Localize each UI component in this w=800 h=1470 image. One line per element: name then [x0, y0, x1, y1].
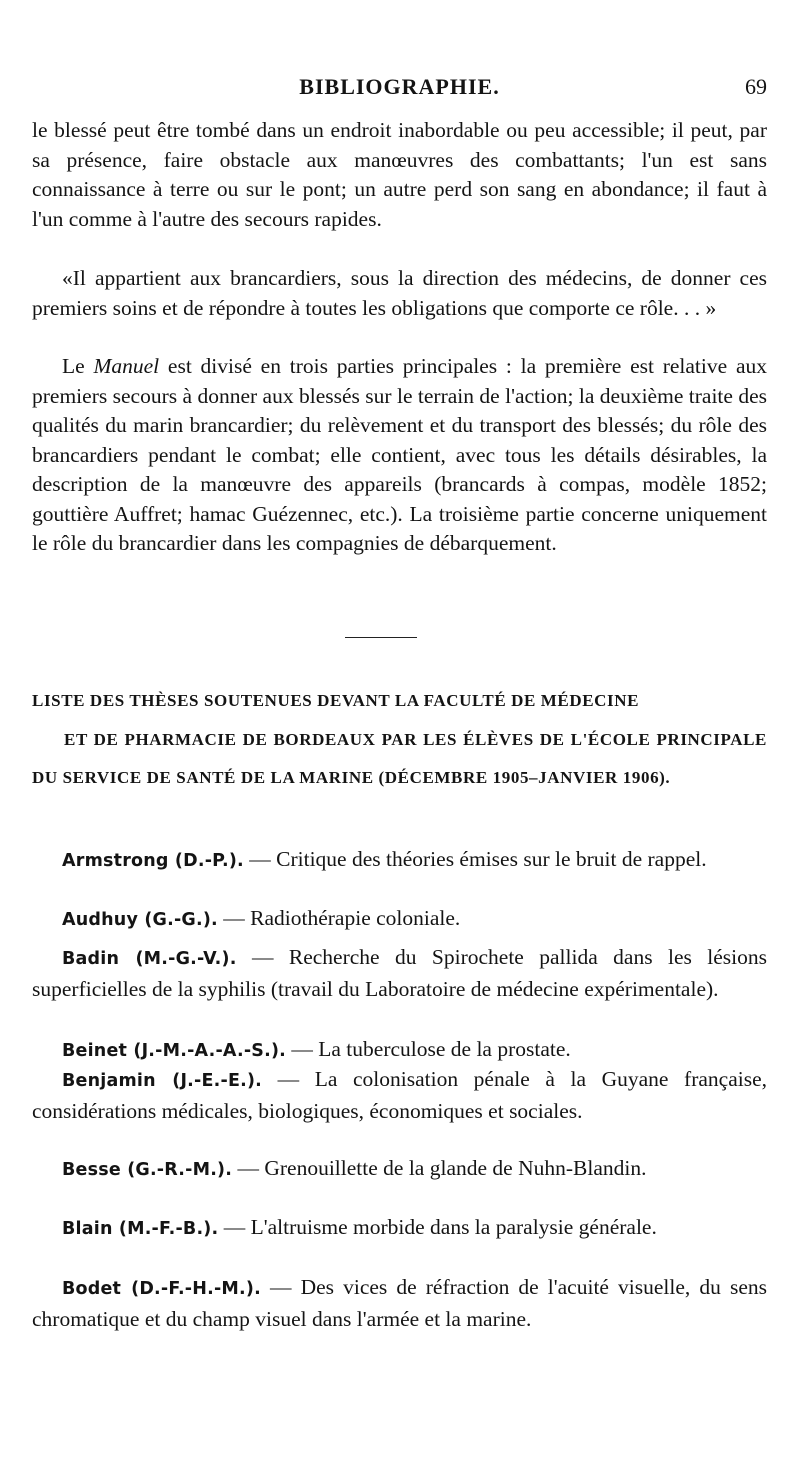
thesis-author: Benjamin (J.-E.-E.).: [62, 1071, 263, 1091]
thesis-entry: [32, 845, 767, 877]
thesis-title: — La colonisation pénale à la Guyane française, considérations médicales, biologiques, économiques et sociales.: [32, 1067, 768, 1123]
thesis-author: Badin (M.-G.-V.).: [62, 949, 237, 969]
thesis-entry: [32, 1035, 767, 1067]
paragraph-text: le blessé peut être tombé dans un endroit inabordable ou peu accessible; il peut, par sa présence, faire obstacle aux manœuvres des combattants; l'un est sans connaissance à terre ou sur le pont; un autre perd son sang en abondance; il faut à l'un comme à l'autre des secours rapides.: [32, 118, 767, 231]
section-heading-first-line: LISTE DES THÈSES SOUTENUES DEVANT LA FACULTÉ DE MÉDECINE: [32, 691, 640, 710]
thesis-title: — Grenouillette de la glande de Nuhn-Blandin.: [237, 1156, 647, 1180]
section-divider: [345, 637, 417, 638]
thesis-entry: [32, 1273, 767, 1334]
thesis-title: — Recherche du Spirochete pallida dans les lésions superficielles de la syphilis (travail du Laboratoire de médecine expérimentale).: [32, 945, 767, 1001]
paragraph-text-start: Le: [62, 354, 94, 378]
thesis-title: — Critique des théories émises sur le bruit de rappel.: [249, 847, 707, 871]
thesis-entry: [32, 1154, 767, 1186]
thesis-title: — Des vices de réfraction de l'acuité visuelle, du sens chromatique et du champ visuel dans l'armée et la marine.: [32, 1275, 767, 1331]
running-header: [32, 74, 767, 104]
thesis-author: Armstrong (D.-P.).: [62, 851, 244, 871]
section-heading-rest: ET DE PHARMACIE DE BORDEAUX PAR LES ÉLÈVES DE L'ÉCOLE PRINCIPALE DU SERVICE DE SANTÉ DE LA MARINE (DÉCEMBRE 1905–JANVIER 1906).: [32, 729, 767, 787]
section-heading: [32, 682, 767, 798]
thesis-entry: [32, 1213, 767, 1245]
paragraph-text: «Il appartient aux brancardiers, sous la direction des médecins, de donner ces premiers soins et de répondre à toutes les obligations que comporte ce rôle. . . »: [32, 266, 767, 320]
running-title: BIBLIOGRAPHIE.: [299, 74, 500, 99]
paragraph-quote: [32, 264, 767, 323]
thesis-title: — La tuberculose de la prostate.: [291, 1037, 571, 1061]
thesis-title: — Radiothérapie coloniale.: [223, 906, 461, 930]
thesis-entry: [32, 1065, 767, 1126]
paragraph-continuation: [32, 116, 767, 234]
thesis-entry: [32, 943, 767, 1004]
manual-italic: Manuel: [93, 354, 160, 378]
thesis-entry: [32, 904, 767, 936]
page-number: 69: [745, 74, 767, 99]
thesis-author: Blain (M.-F.-B.).: [62, 1219, 219, 1239]
thesis-author: Beinet (J.-M.-A.-A.-S.).: [62, 1041, 286, 1061]
thesis-author: Bodet (D.-F.-H.-M.).: [62, 1279, 261, 1299]
thesis-author: Besse (G.-R.-M.).: [62, 1160, 233, 1180]
paragraph-text-end: est divisé en trois parties principales : la première est relative aux premiers secours à donner aux blessés sur le terrain de l'action; la deuxième traite des qualités du marin brancardier; du relèvement et du transport des blessés; du rôle des brancardiers pendant le combat; elle contient, avec tous les détails désirables, la description de la manœuvre des appareils (brancards à compas, modèle 1852; gouttière Auffret; hamac Guézennec, etc.). La troisième partie concerne uniquement le rôle du brancardier dans les compagnies de débarquement.: [32, 354, 767, 555]
thesis-author: Audhuy (G.-G.).: [62, 910, 218, 930]
paragraph-manual: [32, 352, 767, 559]
thesis-title: — L'altruisme morbide dans la paralysie générale.: [223, 1215, 657, 1239]
